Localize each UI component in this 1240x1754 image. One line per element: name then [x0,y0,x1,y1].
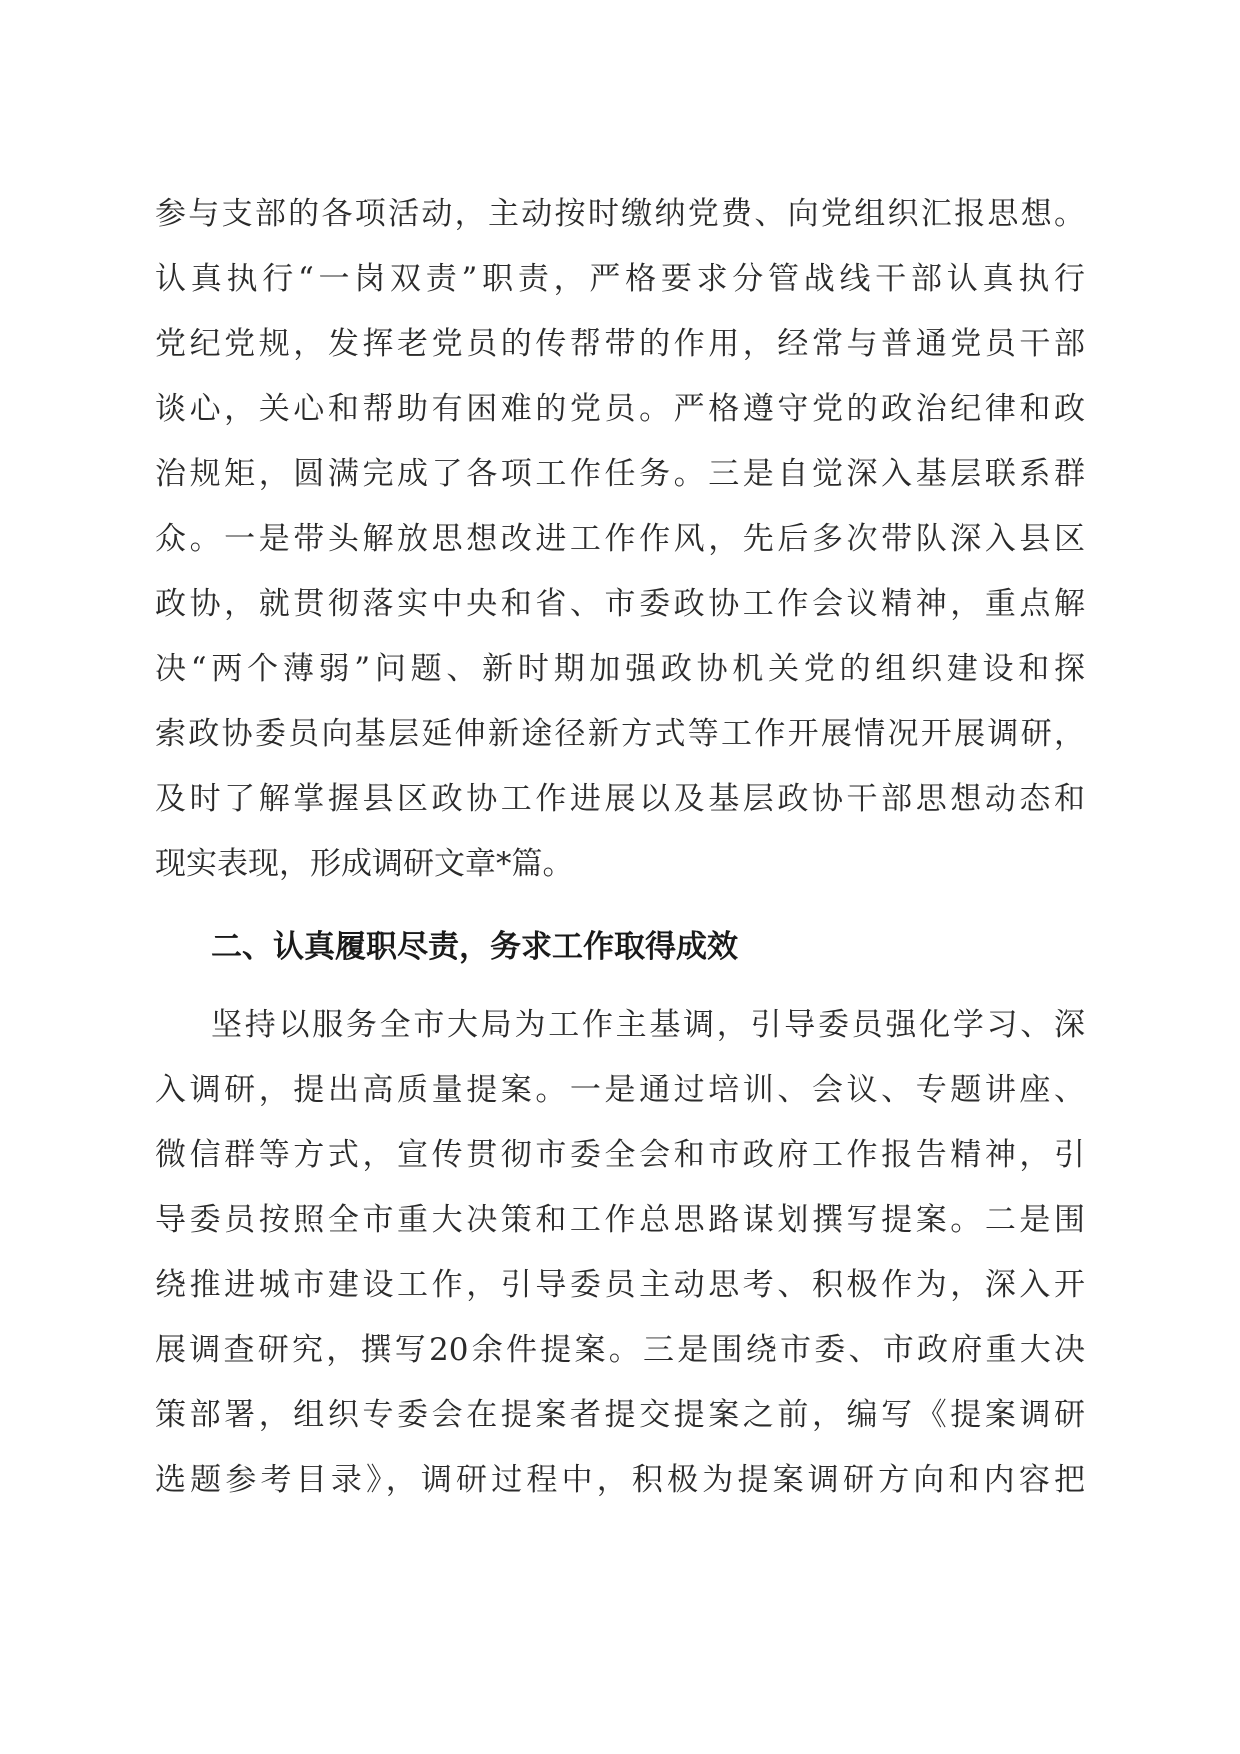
text-line: 党纪党规，发挥老党员的传帮带的作用，经常与普通党员干部 [155,326,1085,362]
text-line: 决“两个薄弱”问题、新时期加强政协机关党的组织建设和探 [155,651,1085,687]
text-line: 选题参考目录》，调研过程中，积极为提案调研方向和内容把 [155,1462,1085,1498]
text-line: 政协，就贯彻落实中央和省、市委政协工作会议精神，重点解 [155,586,1085,622]
section-heading: 二、认真履职尽责，务求工作取得成效 [211,929,738,965]
text-line: 导委员按照全市重大决策和工作总思路谋划撰写提案。二是围 [155,1202,1085,1238]
text-line: 入调研，提出高质量提案。一是通过培训、会议、专题讲座、 [155,1072,1085,1108]
text-line: 认真执行“一岗双责”职责，严格要求分管战线干部认真执行 [155,261,1085,297]
text-line: 众。一是带头解放思想改进工作作风，先后多次带队深入县区 [155,521,1085,557]
paragraph-party-activities [155,182,1085,897]
paragraph-proposals [155,993,1085,1513]
text-line: 坚持以服务全市大局为工作主基调，引导委员强化学习、深 [211,1007,1085,1043]
text-line: 展调查研究，撰写20余件提案。三是围绕市委、市政府重大决 [155,1332,1085,1368]
text-line: 策部署，组织专委会在提案者提交提案之前，编写《提案调研 [155,1397,1085,1433]
text-line: 及时了解掌握县区政协工作进展以及基层政协干部思想动态和 [155,781,1085,817]
text-line: 谈心，关心和帮助有困难的党员。严格遵守党的政治纪律和政 [155,391,1085,427]
text-line: 绕推进城市建设工作，引导委员主动思考、积极作为，深入开 [155,1267,1085,1303]
text-line: 微信群等方式，宣传贯彻市委全会和市政府工作报告精神，引 [155,1137,1085,1173]
text-line: 治规矩，圆满完成了各项工作任务。三是自觉深入基层联系群 [155,456,1085,492]
text-line: 参与支部的各项活动，主动按时缴纳党费、向党组织汇报思想。 [155,196,1085,232]
text-line: 索政协委员向基层延伸新途径新方式等工作开展情况开展调研， [155,716,1085,752]
text-line: 现实表现，形成调研文章*篇。 [155,846,574,882]
